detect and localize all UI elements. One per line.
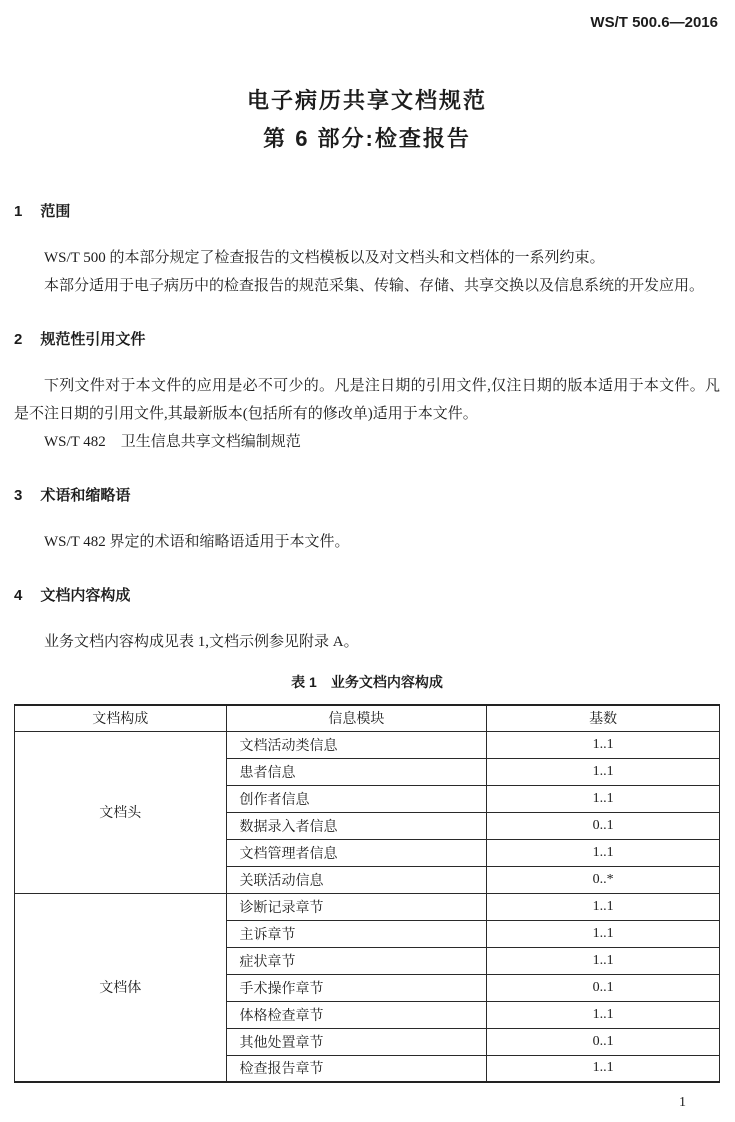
module-cell: 诊断记录章节 (226, 893, 487, 920)
paragraph: WS/T 482 界定的术语和缩略语适用于本文件。 (44, 534, 350, 550)
document-title-line2: 第 6 部分:检查报告 (263, 126, 471, 151)
group-cell-document-header: 文档头 (15, 731, 227, 893)
cardinality-cell: 1..1 (487, 731, 720, 758)
document-title-line1: 电子病历共享文档规范 (246, 88, 487, 113)
module-cell: 数据录入者信息 (226, 812, 487, 839)
reference-line: WS/T 482 卫生信息共享文档编制规范 (44, 434, 301, 450)
section-normative-references (14, 330, 720, 456)
module-cell: 体格检查章节 (226, 1001, 487, 1028)
cardinality-cell: 1..1 (487, 920, 720, 947)
cardinality-cell: 0..* (487, 866, 720, 893)
section-title: 文档内容构成 (40, 587, 131, 604)
table-header-row (15, 705, 720, 731)
content-structure-table (14, 704, 720, 1083)
section-number: 3 (14, 487, 23, 504)
section-terms-abbreviations (14, 486, 720, 556)
module-cell: 症状章节 (226, 947, 487, 974)
module-cell: 文档管理者信息 (226, 839, 487, 866)
group-cell-document-body: 文档体 (15, 893, 227, 1082)
section-title: 范围 (40, 203, 71, 220)
table-row (15, 731, 720, 758)
section-content-structure (14, 586, 720, 656)
table-header-doc-component: 文档构成 (15, 705, 227, 731)
module-cell: 检查报告章节 (226, 1055, 487, 1082)
section-terms-heading (14, 486, 720, 506)
paragraph: 本部分适用于电子病历中的检查报告的规范采集、传输、存储、共享交换以及信息系统的开发应用。 (44, 278, 705, 294)
cardinality-cell: 1..1 (487, 1055, 720, 1082)
standard-number: WS/T 500.6—2016 (590, 14, 718, 31)
module-cell: 文档活动类信息 (226, 731, 487, 758)
module-cell: 其他处置章节 (226, 1028, 487, 1055)
cardinality-cell: 1..1 (487, 839, 720, 866)
module-cell: 患者信息 (226, 758, 487, 785)
cardinality-cell: 1..1 (487, 893, 720, 920)
cardinality-cell: 0..1 (487, 812, 720, 839)
cardinality-cell: 1..1 (487, 1001, 720, 1028)
table-header-info-module: 信息模块 (226, 705, 487, 731)
section-content-structure-heading (14, 586, 720, 606)
module-cell: 关联活动信息 (226, 866, 487, 893)
document-title (14, 82, 720, 158)
paragraph: WS/T 500 的本部分规定了检查报告的文档模板以及对文档头和文档体的一系列约束。 (44, 250, 605, 266)
module-cell: 手术操作章节 (226, 974, 487, 1001)
cardinality-cell: 1..1 (487, 947, 720, 974)
section-scope (14, 202, 720, 300)
table-row (15, 893, 720, 920)
paragraph: 下列文件对于本文件的应用是必不可少的。凡是注日期的引用文件,仅注日期的版本适用于本文件。凡是不注日期的引用文件,其最新版本(包括所有的修改单)适用于本文件。 (14, 378, 720, 422)
section-number: 4 (14, 587, 23, 604)
section-title: 规范性引用文件 (40, 331, 146, 348)
cardinality-cell: 1..1 (487, 785, 720, 812)
table-header-cardinality: 基数 (487, 705, 720, 731)
section-number: 1 (14, 203, 23, 220)
table-caption: 表 1 业务文档内容构成 (291, 674, 443, 690)
paragraph: 业务文档内容构成见表 1,文档示例参见附录 A。 (44, 634, 359, 650)
page-number: 1 (679, 1095, 686, 1110)
section-title: 术语和缩略语 (40, 487, 131, 504)
cardinality-cell: 0..1 (487, 1028, 720, 1055)
cardinality-cell: 1..1 (487, 758, 720, 785)
section-number: 2 (14, 331, 23, 348)
module-cell: 主诉章节 (226, 920, 487, 947)
module-cell: 创作者信息 (226, 785, 487, 812)
section-scope-heading (14, 202, 720, 222)
cardinality-cell: 0..1 (487, 974, 720, 1001)
section-normative-references-heading (14, 330, 720, 350)
